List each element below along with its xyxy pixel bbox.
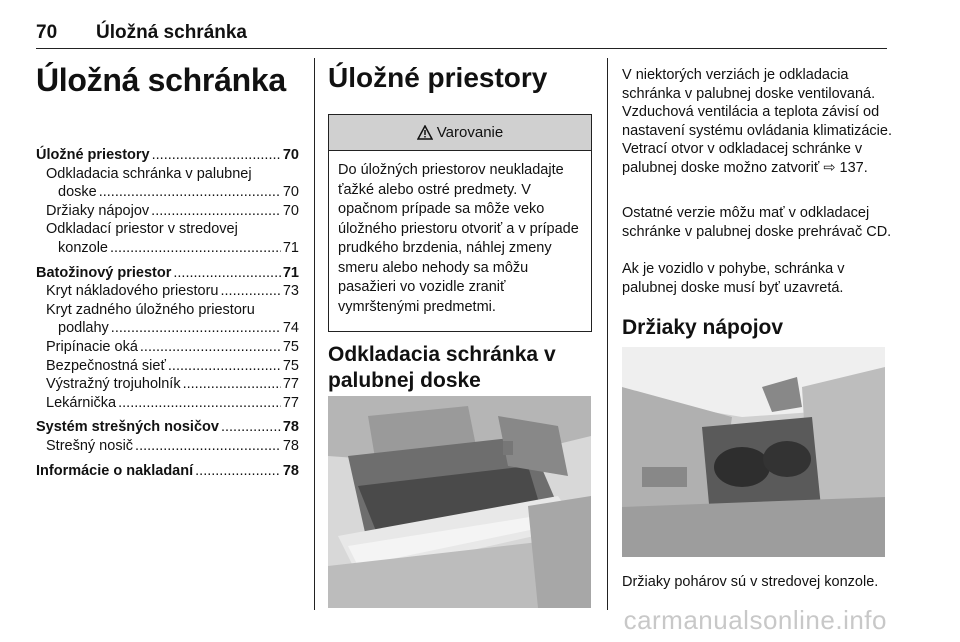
paragraph-cd-player: Ostatné verzie môžu mať v odkladacej schránke v palubnej doske prehrávač CD. [622, 205, 892, 240]
toc-entry[interactable] [36, 394, 299, 413]
toc-entry[interactable] [36, 239, 299, 258]
toc-entry-page: 70 [282, 202, 299, 219]
toc-entry-line: Odkladací priestor v stredovej [46, 221, 238, 238]
toc-leader-dots [118, 394, 281, 413]
glovebox-heading: Odkladacia schránka v palubnej doske [328, 343, 556, 392]
warning-label: Varovanie [436, 124, 504, 141]
toc-entry-title: Kryt nákladového priestoru [46, 283, 219, 300]
toc-leader-dots [195, 462, 281, 481]
toc-entry-page: 71 [282, 239, 299, 256]
watermark: carmanualsonline.info [623, 605, 887, 635]
toc-leader-dots [221, 282, 281, 301]
toc-entry-title: Výstražný trojuholník [46, 376, 181, 393]
toc-entry-title: Bezpečnostná sieť [46, 357, 166, 374]
toc-entry-title: Informácie o nakladaní [36, 462, 194, 479]
toc-entry-title: konzole [58, 239, 108, 256]
toc-entry-line: Kryt zadného úložného priestoru [46, 301, 255, 318]
toc-leader-dots [140, 338, 281, 357]
header-rule [36, 48, 887, 49]
toc-entry[interactable] [36, 437, 299, 456]
page-number: 70 [36, 22, 58, 43]
toc-leader-dots [152, 146, 281, 165]
toc-entry[interactable] [36, 375, 299, 394]
toc-entry-title: Úložné priestory [36, 147, 150, 163]
toc-entry[interactable] [36, 418, 299, 437]
toc-leader-dots [173, 264, 281, 283]
toc-entry-page: 78 [282, 437, 299, 454]
toc-entry-page: 71 [282, 264, 299, 281]
ventilation-text: V niektorých verziách je odkladacia schránka v palubnej doske ventilovaná. Vzduchová ventilácia a teplota závisí od nastavení systému ovládania klimatizácie. Vetrací otvor v odkladacej schránke v palubnej doske možno zatvoriť [622, 67, 892, 176]
glovebox-illustration [328, 396, 591, 608]
toc-entry-title: podlahy [58, 320, 109, 337]
toc-entry-page: 78 [282, 462, 299, 479]
column-divider-2 [607, 58, 608, 610]
cupholder-photo [622, 347, 885, 557]
toc-entry-page: 75 [282, 357, 299, 374]
toc-entry[interactable] [36, 282, 299, 301]
toc-entry-page: 77 [282, 394, 299, 411]
warning-header [329, 115, 591, 151]
column-divider-1 [314, 58, 315, 610]
glovebox-photo [328, 396, 591, 608]
table-of-contents [36, 146, 299, 480]
toc-leader-dots [151, 202, 281, 221]
toc-entry-page: 74 [282, 320, 299, 337]
chapter-title: Úložná schránka [36, 62, 286, 98]
cupholder-heading: Držiaky nápojov [622, 316, 784, 339]
section-title: Úložné priestory [328, 62, 548, 93]
toc-entry[interactable] [36, 202, 299, 221]
warning-text: Do úložných priestorov neukladajte ťažké alebo ostré predmety. V opačnom prípade sa môže veko úložného priestoru otvoriť a v prípade prudkého brzdenia, náhlej zmeny smeru alebo nehody sa môžu pasažieri vo vozidle zraniť vymrštenými predmetmi. [338, 162, 579, 315]
toc-entry[interactable] [36, 264, 299, 283]
toc-entry-page: 75 [282, 338, 299, 355]
paragraph-ventilation [622, 66, 892, 178]
toc-entry-page: 70 [282, 147, 299, 163]
cupholder-illustration [622, 347, 885, 557]
toc-leader-dots [99, 183, 281, 202]
toc-entry-title: Batožinový priestor [36, 264, 172, 281]
reference-arrow-icon: ⇨ [823, 159, 836, 176]
toc-entry-page: 78 [282, 419, 299, 436]
cupholder-caption: Držiaky pohárov sú v stredovej konzole. [622, 574, 879, 590]
toc-entry[interactable] [36, 462, 299, 481]
paragraph-closed-while-driving: Ak je vozidlo v pohybe, schránka v palubnej doske musí byť uzavretá. [622, 261, 845, 296]
toc-entry-page: 73 [282, 283, 299, 300]
reference-page: 137. [839, 159, 868, 176]
toc-entry-line: Odkladacia schránka v palubnej [46, 165, 252, 182]
page-header [36, 22, 247, 44]
warning-box [328, 114, 592, 332]
toc-entry-page: 77 [282, 376, 299, 393]
toc-entry[interactable] [36, 183, 299, 202]
toc-entry-title: Pripínacie oká [46, 338, 138, 355]
toc-entry-page: 70 [282, 184, 299, 201]
toc-leader-dots [168, 357, 281, 376]
toc-leader-dots [183, 375, 281, 394]
toc-entry[interactable] [36, 319, 299, 338]
toc-entry-title: Systém strešných nosičov [36, 419, 219, 436]
toc-entry-title: Strešný nosič [46, 437, 134, 454]
toc-entry[interactable] [36, 146, 299, 165]
toc-entry-title: doske [58, 184, 97, 201]
toc-leader-dots [110, 239, 281, 258]
toc-leader-dots [111, 319, 281, 338]
toc-leader-dots [135, 437, 281, 456]
warning-icon [417, 125, 433, 140]
toc-entry[interactable] [36, 338, 299, 357]
toc-leader-dots [221, 418, 281, 437]
running-title: Úložná schránka [96, 22, 247, 43]
toc-entry[interactable] [36, 357, 299, 376]
toc-entry-title: Lekárnička [46, 394, 117, 411]
toc-entry-title: Držiaky nápojov [46, 202, 150, 219]
